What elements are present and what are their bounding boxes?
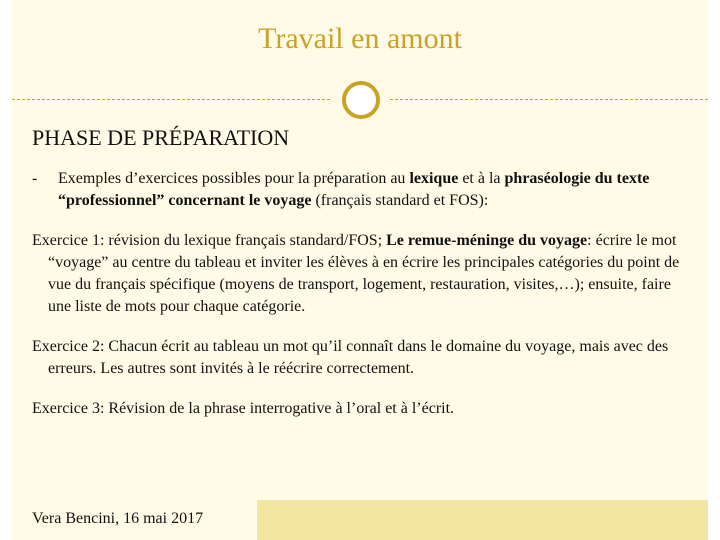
- slide-content: [32, 124, 688, 438]
- exercise-2-text: Exercice 2: Chacun écrit au tableau un mot qu’il connaît dans le domaine du voyage, mais avec des erreurs. Les autres sont invités à le réécrire correctement.: [32, 338, 669, 377]
- bullet-dash: -: [32, 170, 38, 187]
- title-divider-left: [12, 99, 330, 100]
- bullet-text-part: (français standard et FOS):: [311, 192, 489, 209]
- slide: [12, 0, 708, 540]
- bullet-text: [58, 168, 688, 212]
- exercise-1-text-rest: : écrire le mot “voyage” au centre du tableau et inviter les élèves à en écrire les principales catégories du point de vue du français spécifique (moyens de transport, logement, restauration, visites,…); ensuite, faire une liste de mots pour chaque catégorie.: [48, 232, 680, 315]
- bullet-text-part: Exemples d’exercices possibles pour la préparation au: [58, 170, 410, 187]
- slide-title: Travail en amont: [258, 22, 462, 55]
- bullet-text-part: et à la: [458, 170, 505, 187]
- exercise-2: [32, 336, 688, 380]
- exercise-1-text: Exercice 1: révision du lexique français standard/FOS;: [32, 232, 387, 249]
- divider-circle-ornament: [342, 81, 380, 119]
- footer-author-date: Vera Bencini, 16 mai 2017: [32, 510, 204, 527]
- exercise-3-text: Exercice 3: Révision de la phrase interrogative à l’oral et à l’écrit.: [32, 400, 455, 417]
- bullet-bold-phraseologie: phraséologie du texte “professionnel” concernant le voyage: [58, 170, 650, 209]
- bullet-bold-lexique: lexique: [409, 170, 459, 187]
- title-divider-right: [390, 99, 708, 100]
- footer-band: [257, 500, 708, 540]
- exercise-3: [32, 398, 688, 420]
- bullet-item: [32, 168, 688, 212]
- exercise-1: [32, 230, 688, 318]
- exercise-1-bold: Le remue-méninge du voyage: [386, 232, 588, 249]
- phase-heading: PHASE DE PRÉPARATION: [32, 125, 290, 150]
